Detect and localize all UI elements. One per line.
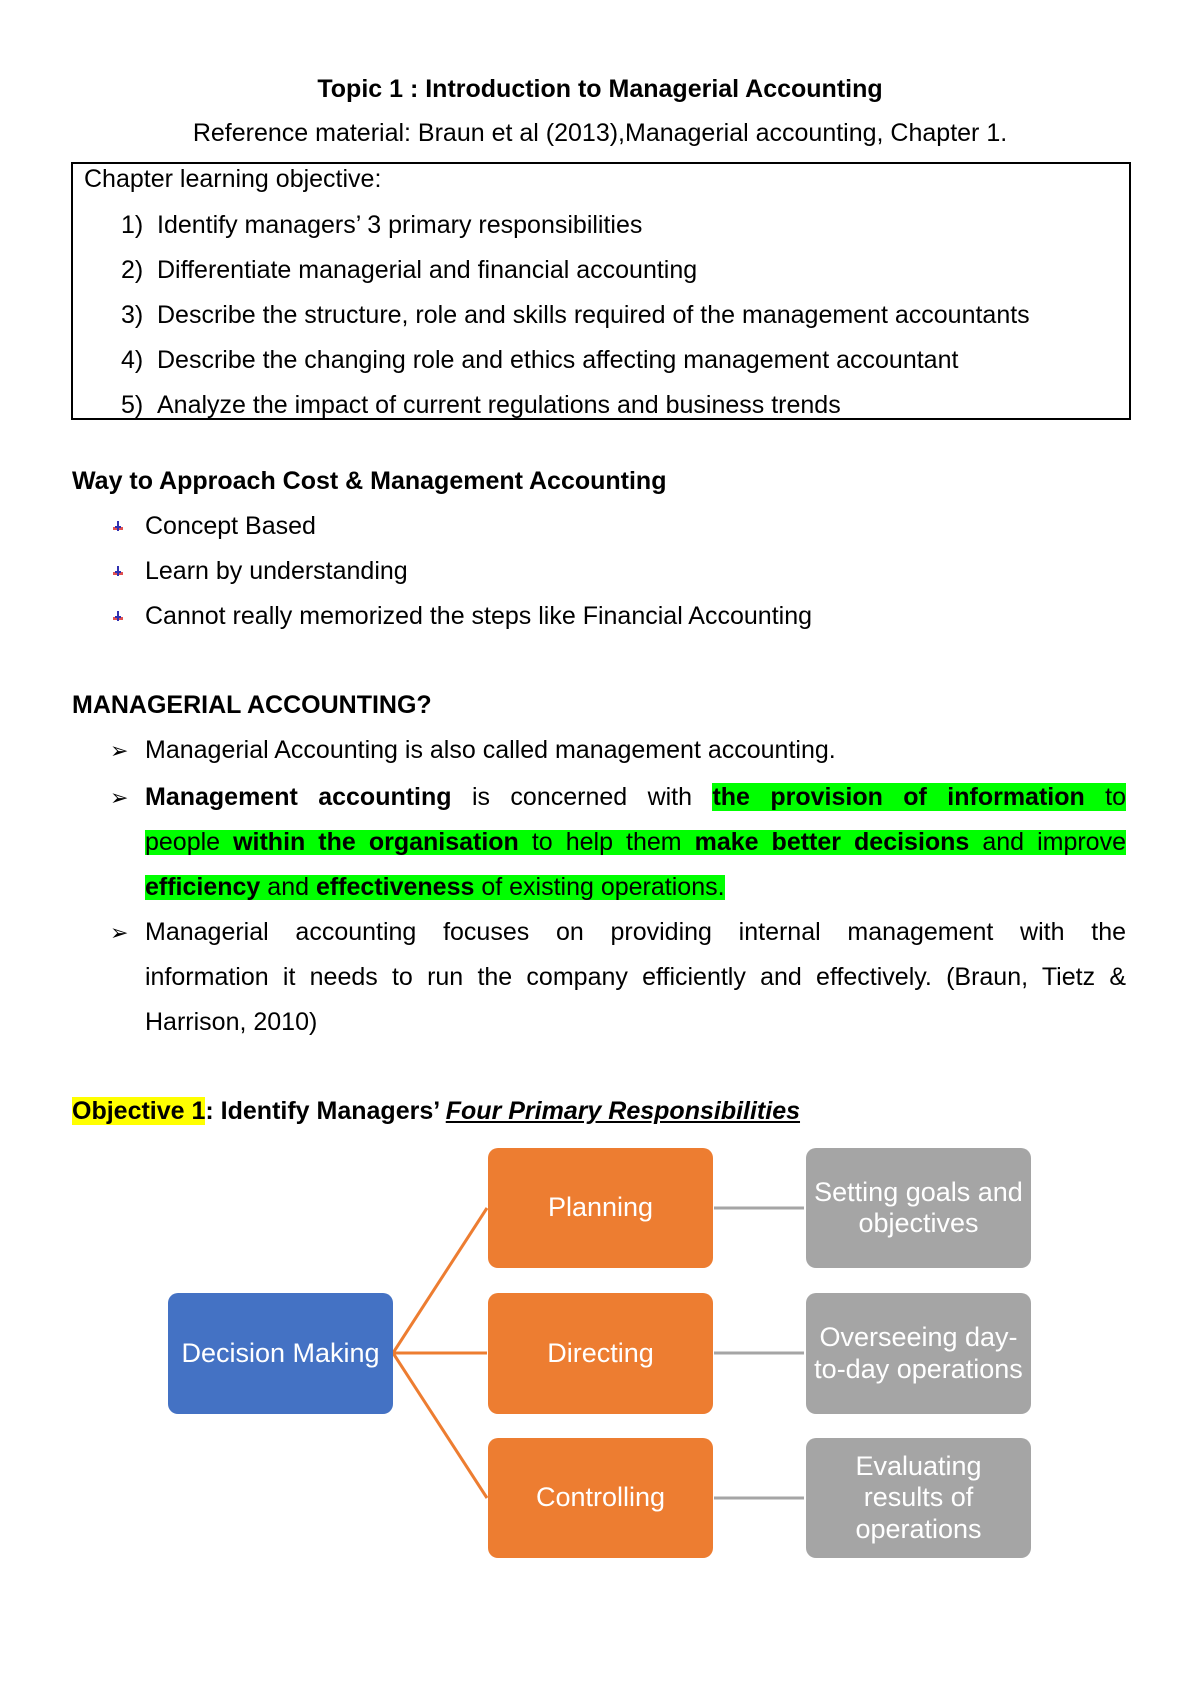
text: : Identify Managers’ <box>205 1097 446 1125</box>
objective-item: Describe the changing role and ethics affecting management accountant <box>157 346 959 374</box>
page-title: Topic 1 : Introduction to Managerial Accounting <box>317 75 883 103</box>
arrow-bullet-icon: ➢ <box>110 738 129 763</box>
objective-num: 5) <box>121 391 144 419</box>
text: effectiveness <box>315 873 475 901</box>
objective-item: Differentiate managerial and financial accounting <box>157 256 698 284</box>
connector-line <box>393 1208 487 1353</box>
directing-description: Overseeing day-to-day operations <box>806 1293 1031 1414</box>
managerial-para-1: Managerial Accounting is also called management accounting. <box>145 736 836 764</box>
directing-node: Directing <box>488 1293 713 1414</box>
highlight: to <box>1084 783 1127 811</box>
text: of existing operations. <box>474 873 725 901</box>
managerial-para-3-line-1: Managerial accounting focuses on providing internal management with the <box>145 918 1126 946</box>
objective-item: Analyze the impact of current regulations and business trends <box>157 391 841 419</box>
controlling-description: Evaluating results of operations <box>806 1438 1031 1558</box>
decision-making-node: Decision Making <box>168 1293 393 1414</box>
connector-line <box>393 1353 487 1498</box>
objective-num: 4) <box>121 346 144 374</box>
term: Management accounting <box>145 783 452 811</box>
approach-item: Learn by understanding <box>145 557 408 585</box>
managerial-heading: MANAGERIAL ACCOUNTING? <box>72 691 432 719</box>
text: people <box>145 828 234 856</box>
approach-item: Cannot really memorized the steps like Financial Accounting <box>145 602 813 630</box>
approach-item: Concept Based <box>145 512 316 540</box>
arrow-bullet-icon: ➢ <box>110 785 129 810</box>
text: make better decisions <box>694 828 970 856</box>
emphasis: Four Primary Responsibilities <box>445 1097 801 1125</box>
text: to help them <box>518 828 695 856</box>
text: and improve <box>969 828 1126 856</box>
planning-description: Setting goals and objectives <box>806 1148 1031 1268</box>
text: and <box>260 873 316 901</box>
controlling-node: Controlling <box>488 1438 713 1558</box>
text: efficiency <box>145 873 261 901</box>
text: within the organisation <box>233 828 519 856</box>
objective-num: 3) <box>121 301 144 329</box>
planning-node: Planning <box>488 1148 713 1268</box>
text: is concerned with <box>451 783 713 811</box>
objective-item: Describe the structure, role and skills required of the management accountants <box>157 301 1030 329</box>
objective-num: 2) <box>121 256 144 284</box>
managerial-para-3-line-2: information it needs to run the company efficiently and effectively. (Braun, Tietz & <box>145 963 1126 991</box>
approach-heading: Way to Approach Cost & Management Accounting <box>72 467 667 495</box>
objective-item: Identify managers’ 3 primary responsibilities <box>157 211 643 239</box>
objectives-heading: Chapter learning objective: <box>84 165 382 193</box>
objective-label: Objective 1 <box>72 1097 206 1125</box>
objective-num: 1) <box>121 211 144 239</box>
arrow-bullet-icon: ➢ <box>110 920 129 945</box>
managerial-para-3-line-3: Harrison, 2010) <box>145 1008 318 1036</box>
highlight: the provision of information <box>712 783 1085 811</box>
reference-line: Reference material: Braun et al (2013),Managerial accounting, Chapter 1. <box>192 119 1008 147</box>
